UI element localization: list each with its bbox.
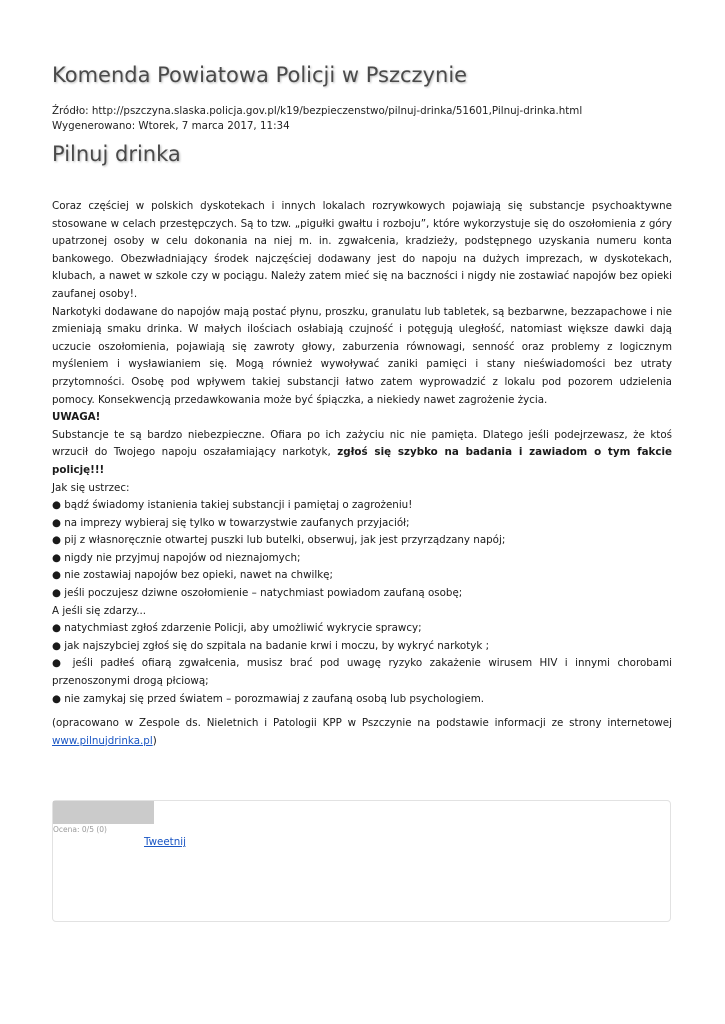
rating-box xyxy=(52,800,671,922)
pilnujdrinka-link[interactable]: www.pilnujdrinka.pl xyxy=(52,734,153,747)
list-item: ● nie zostawiaj napojów bez opieki, nawet na chwilkę; xyxy=(52,569,333,582)
if-happens-heading: A jeśli się zdarzy... xyxy=(52,604,147,617)
site-title: Komenda Powiatowa Policji w Pszczynie xyxy=(52,63,468,87)
list-item: ● nie zamykaj się przed światem – porozmawiaj z zaufaną osobą lub psychologiem. xyxy=(52,692,485,705)
list-item: ● na imprezy wybieraj się tylko w towarzystwie zaufanych przyjaciół; xyxy=(52,516,410,529)
rating-label: Ocena: 0/5 (0) xyxy=(53,825,107,834)
list-item: ● nigdy nie przyjmuj napojów od nieznajomych; xyxy=(52,551,301,564)
warning-heading: UWAGA! xyxy=(52,411,101,424)
article-title: Pilnuj drinka xyxy=(52,142,181,166)
paragraph-intro: Coraz częściej w polskich dyskotekach i innych lokalach rozrywkowych pojawiają się substancje psychoaktywne stosowane w celach przestępczych. Są to tzw. „pigułki gwałtu i rozboju”, które wykorzystuje się do oszołomienia z góry upatrzonej osoby w celu dokonania na niej m. in. zgwałcenia, kradzieży, podstępnego uzyskania numeru konta bankowego. Obezwładniający środek najczęściej dodawany jest do napoju na dużych imprezach, w dyskotekach, klubach, a nawet w szkole czy w pociągu. Należy zatem mieć się na baczności i nigdy nie zostawiać napojów bez opieki zaufanej osoby!. xyxy=(52,200,672,300)
warning-emphasis: zgłoś się szybko na badania i zawiadom o tym fakcie policję!!! xyxy=(52,446,672,476)
tweet-button[interactable]: Tweetnij xyxy=(144,836,186,848)
list-item: ● jeśli padłeś ofiarą zgwałcenia, musisz brać pod uwagę ryzyko zakażenie wirusem HIV i innymi chorobami przenoszonymi drogą płciową; xyxy=(52,657,672,688)
paragraph-warning: Substancje te są bardzo niebezpieczne. Ofiara po ich zażyciu nic nie pamięta. Dlatego jeśli podejrzewasz, że ktoś wrzucił do Twojego napoju oszałamiający narkotyk, zgłoś się szybko na badania i zawiadom o tym fakcie policję!!! xyxy=(52,428,672,476)
list-item: ● bądź świadomy istanienia takiej substancji i pamiętaj o zagrożeniu! xyxy=(52,499,413,512)
list-item: ● jeśli poczujesz dziwne oszołomienie – natychmiast powiadom zaufaną osobę; xyxy=(52,587,463,600)
meta-info xyxy=(52,104,582,133)
generated-line: Wygenerowano: Wtorek, 7 marca 2017, 11:34 xyxy=(52,119,290,132)
paragraph-narcotics: Narkotyki dodawane do napojów mają postać płynu, proszku, granulatu lub tabletek, są bezbarwne, bezzapachowe i nie zmieniają smaku drinka. W małych ilościach osłabiają czujność i potęgują uległość, natomiast większe dawki dają uczucie oszołomienia, pojawiają się zawroty głowy, zaburzenia równowagi, senność oraz problemy z logicznym myśleniem i wysławianiem się. Mogą również wywoływać zaniki pamięci i stany nieświadomości bez utraty przytomności. Osobę pod wpływem takiej substancji łatwo zatem wyprowadzić z lokalu pod pozorem udzielenia pomocy. Konsekwencją przedawkowania może być śpiączka, a niekiedy nawet zagrożenie życia. xyxy=(52,305,672,406)
rating-stars[interactable] xyxy=(53,801,154,824)
list-item: ● jak najszybciej zgłoś się do szpitala na badanie krwi i moczu, by wykryć narkotyk ; xyxy=(52,639,490,652)
list-item: ● natychmiast zgłoś zdarzenie Policji, aby umożliwić wykrycie sprawcy; xyxy=(52,622,422,635)
how-to-avoid-heading: Jak się ustrzec: xyxy=(52,481,130,494)
source-line: Źródło: http://pszczyna.slaska.policja.gov.pl/k19/bezpieczenstwo/pilnuj-drinka/51601,Pilnuj-drinka.html xyxy=(52,105,583,117)
source-note: (opracowano w Zespole ds. Nieletnich i Patologii KPP w Pszczynie na podstawie informacji ze strony internetowej www.pilnujdrinka.pl) xyxy=(52,717,672,747)
list-item: ● pij z własnoręcznie otwartej puszki lub butelki, obserwuj, jak jest przyrządzany napój; xyxy=(52,534,506,547)
article-body xyxy=(52,198,672,708)
